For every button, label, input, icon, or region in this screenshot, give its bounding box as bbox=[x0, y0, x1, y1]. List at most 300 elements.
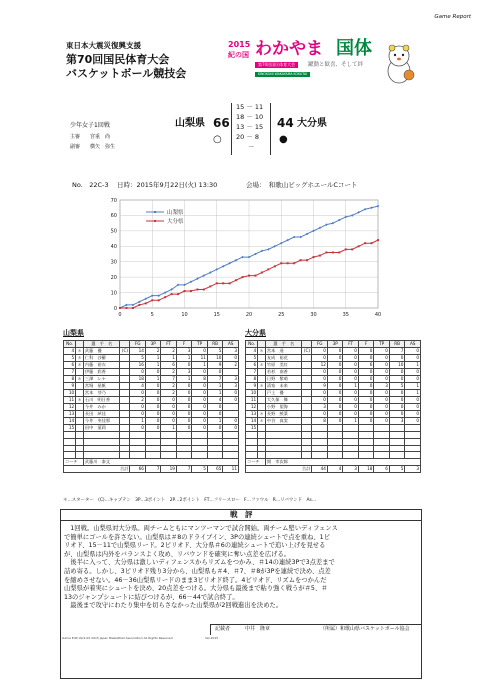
player-row bbox=[246, 404, 421, 411]
stat-cell: 10 bbox=[246, 390, 258, 397]
stat-cell bbox=[302, 376, 312, 383]
stat-cell: 0 bbox=[389, 390, 405, 397]
col-header: RB bbox=[207, 341, 223, 348]
data-point bbox=[196, 288, 198, 290]
stat-cell: 3 bbox=[312, 404, 328, 411]
logo-kokutai: 国体 bbox=[336, 38, 372, 59]
x-tick-label: 20 bbox=[245, 312, 253, 318]
total-cell: 19 bbox=[161, 466, 177, 473]
stat-cell bbox=[302, 355, 312, 362]
legend-marker bbox=[154, 220, 156, 222]
total-row bbox=[64, 466, 239, 473]
team-b-box-score bbox=[245, 340, 421, 473]
stat-cell: 0 bbox=[223, 418, 239, 425]
stat-cell: 2 bbox=[161, 390, 177, 397]
stat-cell: 3 bbox=[374, 383, 390, 390]
stat-cell: 0 bbox=[327, 397, 343, 404]
stat-cell: 9 bbox=[64, 383, 76, 390]
stat-cell: 0 bbox=[358, 411, 374, 418]
player-row bbox=[246, 362, 421, 369]
col-header: F bbox=[176, 341, 192, 348]
stat-cell: 0 bbox=[389, 411, 405, 418]
stat-cell: 6 bbox=[64, 362, 76, 369]
player-name bbox=[265, 425, 302, 432]
stat-cell: 0 bbox=[223, 397, 239, 404]
stat-cell: 1 bbox=[161, 355, 177, 362]
col-header: 選 手 名 bbox=[83, 341, 120, 348]
stat-cell: 15 bbox=[246, 425, 258, 432]
col-header: FT bbox=[343, 341, 359, 348]
stat-cell bbox=[120, 418, 130, 425]
report-label: Game Report bbox=[434, 14, 471, 20]
stat-cell: 2 bbox=[161, 348, 177, 355]
logo-wakayama: わかやま bbox=[255, 39, 323, 59]
stat-cell: 0 bbox=[145, 397, 161, 404]
total-cell: 7 bbox=[176, 466, 192, 473]
data-point bbox=[254, 275, 256, 277]
stat-cell: 6 bbox=[161, 362, 177, 369]
stat-cell: 3 bbox=[389, 418, 405, 425]
team-a-result: ○ bbox=[213, 134, 222, 145]
umpire-label: 副審 bbox=[70, 144, 81, 150]
stat-cell: 0 bbox=[343, 376, 359, 383]
stat-cell bbox=[120, 411, 130, 418]
tournament-line2: 第70回国民体育大会 bbox=[66, 53, 170, 66]
stat-cell bbox=[120, 390, 130, 397]
x-tick-label: 30 bbox=[310, 312, 317, 318]
stat-cell bbox=[302, 425, 312, 432]
stat-cell: 0 bbox=[343, 348, 359, 355]
player-row bbox=[64, 404, 239, 411]
player-name: 宮堀 星帆 bbox=[83, 383, 120, 390]
stat-cell: 0 bbox=[327, 355, 343, 362]
stat-cell: 0 bbox=[145, 404, 161, 411]
stat-cell: 13 bbox=[64, 411, 76, 418]
data-point bbox=[119, 307, 121, 309]
total-cell: 65 bbox=[207, 466, 223, 473]
stat-cell: 0 bbox=[358, 418, 374, 425]
data-point bbox=[229, 282, 231, 284]
coach-row bbox=[64, 459, 239, 466]
data-point bbox=[306, 259, 308, 261]
stat-cell: 12 bbox=[312, 362, 328, 369]
stat-cell: 2 bbox=[145, 348, 161, 355]
logo-sub: 第70回国民体育大会 bbox=[255, 62, 298, 68]
stat-cell bbox=[76, 404, 84, 411]
total-cell: 18 bbox=[358, 466, 374, 473]
player-row bbox=[64, 390, 239, 397]
data-point bbox=[300, 259, 302, 261]
data-point bbox=[190, 290, 192, 292]
stat-cell: 10 bbox=[389, 362, 405, 369]
referee-label: 主審 bbox=[70, 134, 81, 140]
score-progression-chart bbox=[100, 195, 390, 320]
game-number: No. 22C-3 bbox=[72, 181, 109, 189]
stat-cell: 0 bbox=[312, 397, 328, 404]
commentary-line: を縮めさせない。46－36山梨県リードのまま3ピリオド終了。4ピリオド、リズムをつかんだ bbox=[64, 576, 327, 584]
stat-cell: 12 bbox=[64, 404, 76, 411]
stat-cell: 4 bbox=[130, 383, 146, 390]
player-name: 大久保 舞 bbox=[265, 397, 302, 404]
col-header: FG bbox=[312, 341, 328, 348]
commentary-line: で簡単にゴールを許さない。山梨県は＃8のドライブイン、3Pの連続シュートで点を重ね、1ピ bbox=[64, 533, 330, 541]
x-tick-label: 10 bbox=[181, 312, 188, 318]
stat-cell: 2 bbox=[223, 362, 239, 369]
total-cell: 5 bbox=[192, 466, 208, 473]
total-row bbox=[246, 466, 421, 473]
stat-cell: ＊ bbox=[259, 348, 264, 353]
col-header: No. bbox=[246, 341, 258, 348]
stat-cell: 0 bbox=[192, 404, 208, 411]
logo-year: 2015 bbox=[228, 40, 251, 49]
stat-cell: 5 bbox=[64, 355, 76, 362]
total-cell: 4 bbox=[327, 466, 343, 473]
total-label: 合計 bbox=[246, 466, 312, 473]
stat-cell: 11 bbox=[64, 397, 76, 404]
stat-cell: 0 bbox=[176, 383, 192, 390]
stat-cell: 0 bbox=[161, 397, 177, 404]
stat-cell: 13 bbox=[246, 411, 258, 418]
total-cell: 66 bbox=[130, 466, 146, 473]
author-name: 中井 隆章 bbox=[245, 626, 271, 632]
data-point bbox=[216, 282, 218, 284]
player-row bbox=[64, 425, 239, 432]
stat-cell: 5 bbox=[389, 383, 405, 390]
stat-cell: 4 bbox=[207, 397, 223, 404]
stat-cell: 18 bbox=[130, 376, 146, 383]
player-row bbox=[64, 348, 239, 355]
stat-cell: 0 bbox=[312, 369, 328, 376]
empty-row bbox=[246, 432, 421, 439]
stat-cell: 1 bbox=[176, 376, 192, 383]
data-point bbox=[338, 251, 340, 253]
player-name: 三澤 レナ bbox=[83, 376, 120, 383]
referee-name: 宮重 尚 bbox=[90, 134, 111, 140]
stat-cell bbox=[258, 355, 266, 362]
stat-cell bbox=[120, 355, 130, 362]
stat-cell bbox=[76, 425, 84, 432]
stat-cell: 0 bbox=[145, 369, 161, 376]
stat-cell: 0 bbox=[405, 355, 421, 362]
x-tick-label: 40 bbox=[374, 312, 382, 318]
player-name: 小野 望海 bbox=[265, 404, 302, 411]
player-row bbox=[246, 425, 421, 432]
footer-version: Ver.2015 bbox=[205, 636, 219, 640]
stat-cell: 0 bbox=[327, 362, 343, 369]
stat-cell: 1 bbox=[145, 376, 161, 383]
stat-cell bbox=[327, 425, 343, 432]
data-point bbox=[287, 262, 289, 264]
stat-cell: 0 bbox=[405, 397, 421, 404]
period-3-score: 13 － 15 bbox=[236, 123, 264, 131]
stat-cell: 0 bbox=[192, 418, 208, 425]
stat-cell: 0 bbox=[145, 418, 161, 425]
total-label: 合計 bbox=[64, 466, 130, 473]
commentary-line: 1回戦。山梨県対大分県。両チームともにマンツーマンで試合開始。両チーム堅いディフェンス bbox=[64, 525, 338, 532]
data-point bbox=[332, 251, 334, 253]
empty-row bbox=[246, 452, 421, 459]
stat-cell: 0 bbox=[374, 404, 390, 411]
team-b-result: ● bbox=[279, 134, 288, 145]
empty-row bbox=[64, 432, 239, 439]
commentary-line: 13のジャンプシュートに結びつけるが、66－44で試合終了。 bbox=[64, 593, 239, 601]
data-point bbox=[364, 242, 366, 244]
stat-cell bbox=[120, 404, 130, 411]
stat-cell: 3 bbox=[223, 348, 239, 355]
stat-cell: 9 bbox=[312, 383, 328, 390]
stat-cell: ＊ bbox=[77, 376, 82, 381]
stat-cell: 1 bbox=[343, 383, 359, 390]
stat-cell: 0 bbox=[327, 390, 343, 397]
stat-cell: 0 bbox=[389, 397, 405, 404]
stat-cell: ＊ bbox=[259, 418, 264, 423]
stat-cell: ＊ bbox=[77, 362, 82, 367]
stat-cell bbox=[223, 411, 239, 418]
legend-marker bbox=[154, 211, 156, 213]
stat-cell: 1 bbox=[207, 383, 223, 390]
player-row bbox=[64, 369, 239, 376]
stat-cell: 0 bbox=[405, 369, 421, 376]
player-name: 日野 紫萌 bbox=[265, 376, 302, 383]
team-b-name: 大分県 bbox=[297, 118, 327, 129]
stat-cell: 0 bbox=[343, 355, 359, 362]
stat-cell: 0 bbox=[327, 348, 343, 355]
player-row bbox=[64, 418, 239, 425]
stat-cell: 0 bbox=[358, 397, 374, 404]
data-point bbox=[222, 282, 224, 284]
stat-cell: 0 bbox=[192, 390, 208, 397]
stat-cell: 1 bbox=[145, 362, 161, 369]
stat-cell: 5 bbox=[246, 355, 258, 362]
player-row bbox=[64, 397, 239, 404]
data-point bbox=[132, 307, 134, 309]
stat-cell: 0 bbox=[130, 411, 146, 418]
stat-cell: 0 bbox=[145, 390, 161, 397]
stat-cell: 14 bbox=[64, 418, 76, 425]
stat-cell: 0 bbox=[358, 383, 374, 390]
umpire-name: 横矢 弥生 bbox=[90, 144, 116, 150]
kokutai-logo bbox=[225, 38, 415, 88]
stat-cell bbox=[343, 425, 359, 432]
logo-romaji: KINOKUNI WAKAYAMA KOKUTAI bbox=[255, 72, 310, 77]
stat-cell bbox=[302, 390, 312, 397]
stat-cell: 0 bbox=[389, 355, 405, 362]
data-point bbox=[293, 262, 295, 264]
stat-cell: 0 bbox=[207, 425, 223, 432]
stat-cell: 0 bbox=[223, 390, 239, 397]
col-header: No. bbox=[64, 341, 76, 348]
stat-cell: (C) bbox=[121, 348, 129, 353]
stat-cell: 0 bbox=[312, 411, 328, 418]
player-row bbox=[246, 376, 421, 383]
stat-cell: 0 bbox=[327, 376, 343, 383]
stat-cell: 8 bbox=[312, 418, 328, 425]
stat-cell bbox=[76, 411, 84, 418]
data-point bbox=[358, 245, 360, 247]
stat-cell: 0 bbox=[358, 390, 374, 397]
stat-cell: 0 bbox=[130, 425, 146, 432]
stat-cell: 0 bbox=[145, 383, 161, 390]
stat-cell: 0 bbox=[176, 418, 192, 425]
col-header: FG bbox=[130, 341, 146, 348]
stat-cell: 14 bbox=[246, 418, 258, 425]
stat-cell bbox=[76, 369, 84, 376]
data-point bbox=[351, 248, 353, 250]
player-row bbox=[246, 355, 421, 362]
stat-cell bbox=[302, 411, 312, 418]
commentary-line: リオド、15－11で山梨県リード。2ピリオド、大分県＃6の連続シュートで追い上げを見せる bbox=[64, 542, 326, 550]
stat-cell: ＊ bbox=[259, 362, 264, 367]
stat-cell: 11 bbox=[192, 355, 208, 362]
stat-cell bbox=[120, 383, 130, 390]
stat-cell bbox=[258, 390, 266, 397]
data-point bbox=[325, 251, 327, 253]
stat-cell: 0 bbox=[343, 369, 359, 376]
stat-cell: 1 bbox=[405, 362, 421, 369]
stat-cell: 15 bbox=[64, 425, 76, 432]
col-header: F bbox=[358, 341, 374, 348]
stat-cell: 2 bbox=[130, 397, 146, 404]
data-point bbox=[151, 299, 153, 301]
empty-row bbox=[64, 452, 239, 459]
stat-cell: 0 bbox=[161, 411, 177, 418]
stat-cell: 0 bbox=[130, 390, 146, 397]
player-row bbox=[246, 418, 421, 425]
data-point bbox=[158, 299, 160, 301]
player-row bbox=[246, 411, 421, 418]
stat-cell: 0 bbox=[374, 390, 390, 397]
stat-cell: 7 bbox=[207, 376, 223, 383]
coach-row bbox=[246, 459, 421, 466]
total-cell: 44 bbox=[312, 466, 328, 473]
commentary-line: 山梨県が着実にシュートを決め、20点差をつける。大分県も最後まで粘り強く戦うが＃5、＃ bbox=[64, 585, 328, 593]
author-label: 記載者 bbox=[215, 626, 231, 632]
stat-cell: 0 bbox=[176, 411, 192, 418]
player-name: 中谷 真実 bbox=[265, 418, 302, 425]
data-point bbox=[171, 293, 173, 295]
stat-cell: 0 bbox=[405, 376, 421, 383]
stat-cell: 0 bbox=[358, 376, 374, 383]
legend-label: 山梨県 bbox=[167, 210, 184, 216]
stat-cell: 0 bbox=[405, 411, 421, 418]
empty-row bbox=[64, 445, 239, 452]
stat-cell: 0 bbox=[405, 404, 421, 411]
stat-cell: 0 bbox=[389, 369, 405, 376]
stat-cell bbox=[405, 425, 421, 432]
stat-cell bbox=[120, 362, 130, 369]
stat-cell: 0 bbox=[374, 369, 390, 376]
player-row bbox=[246, 348, 421, 355]
stat-cell: 1 bbox=[207, 390, 223, 397]
col-header bbox=[302, 341, 312, 348]
total-cell: 6 bbox=[374, 466, 390, 473]
stat-cell bbox=[120, 376, 130, 383]
empty-row bbox=[64, 438, 239, 445]
stat-cell: 1 bbox=[405, 383, 421, 390]
stat-cell: 3 bbox=[223, 383, 239, 390]
data-point bbox=[274, 265, 276, 267]
stat-cell bbox=[374, 425, 390, 432]
col-header: AS bbox=[223, 341, 239, 348]
y-tick-label: 60 bbox=[110, 213, 117, 220]
stat-cell: 0 bbox=[374, 362, 390, 369]
stat-cell: 0 bbox=[161, 404, 177, 411]
team-b-box-label: 大分県 bbox=[245, 329, 266, 337]
stat-cell: 0 bbox=[343, 404, 359, 411]
y-tick-label: 50 bbox=[110, 228, 117, 235]
tournament-line3: バスケットボール競技会 bbox=[66, 67, 187, 80]
stat-cell bbox=[312, 425, 328, 432]
stat-cell: 0 bbox=[192, 411, 208, 418]
data-point bbox=[203, 288, 205, 290]
player-name: 竹原 美紅 bbox=[265, 362, 302, 369]
player-name: 石川 明日香 bbox=[83, 397, 120, 404]
col-header: TP bbox=[374, 341, 390, 348]
stat-cell: 8 bbox=[192, 376, 208, 383]
data-point bbox=[242, 276, 244, 278]
stat-cell: 8 bbox=[64, 376, 76, 383]
y-tick-label: 20 bbox=[110, 274, 117, 281]
player-name: 田中 菫莉 bbox=[83, 425, 120, 432]
stat-cell: 0 bbox=[343, 411, 359, 418]
player-name: 仁科 沙羅 bbox=[83, 355, 120, 362]
stat-cell: 0 bbox=[176, 397, 192, 404]
player-row bbox=[64, 383, 239, 390]
stat-cell: 0 bbox=[192, 425, 208, 432]
player-name: 伊藤 彩香 bbox=[83, 369, 120, 376]
col-header bbox=[258, 341, 266, 348]
stat-cell bbox=[258, 397, 266, 404]
data-point bbox=[145, 302, 147, 304]
stat-cell bbox=[223, 404, 239, 411]
stat-cell: 0 bbox=[405, 418, 421, 425]
stat-cell: 2 bbox=[161, 383, 177, 390]
stat-cell: 0 bbox=[192, 369, 208, 376]
stat-cell: 0 bbox=[207, 404, 223, 411]
stat-cell bbox=[76, 418, 84, 425]
team-a-score: 66 bbox=[213, 116, 230, 130]
stat-cell: 7 bbox=[246, 369, 258, 376]
stat-cell: 1 bbox=[343, 418, 359, 425]
player-name: 今井 央佳那 bbox=[83, 418, 120, 425]
col-header: FT bbox=[161, 341, 177, 348]
stat-cell bbox=[302, 404, 312, 411]
stat-cell bbox=[258, 376, 266, 383]
stat-cell: 1 bbox=[145, 355, 161, 362]
stat-cell: 0 bbox=[374, 355, 390, 362]
stat-cell: 6 bbox=[358, 362, 374, 369]
coach-label: コーチ bbox=[246, 459, 266, 466]
col-header: AS bbox=[405, 341, 421, 348]
stat-cell: 7 bbox=[64, 369, 76, 376]
data-point bbox=[377, 239, 379, 241]
stat-cell: 0 bbox=[312, 348, 328, 355]
team-a-box-label: 山梨県 bbox=[63, 329, 84, 337]
col-header: 選 手 名 bbox=[265, 341, 302, 348]
stat-cell bbox=[302, 369, 312, 376]
commentary-line: が、山梨県は内外をバランスよく攻め、リバウンドを確実に奪い点差を広げる。 bbox=[64, 550, 291, 558]
empty-row bbox=[246, 445, 421, 452]
player-row bbox=[64, 362, 239, 369]
y-tick-label: 30 bbox=[110, 259, 117, 266]
stat-cell: 0 bbox=[374, 418, 390, 425]
player-row bbox=[246, 369, 421, 376]
legend-label: 大分県 bbox=[167, 219, 184, 225]
coach-name: 関 幸次郎 bbox=[265, 459, 420, 466]
total-cell: 5 bbox=[389, 466, 405, 473]
player-row bbox=[64, 376, 239, 383]
player-name: 武藤 優 bbox=[83, 348, 120, 355]
